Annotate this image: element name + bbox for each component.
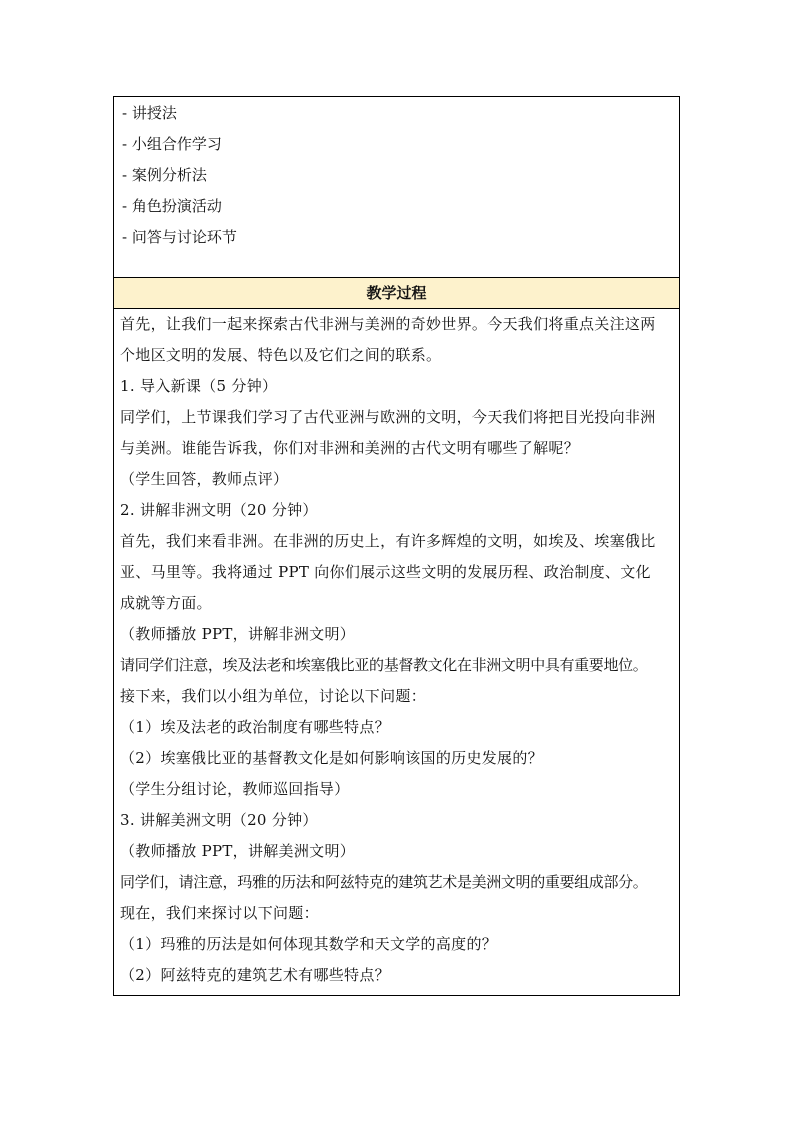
process-line: （教师播放 PPT，讲解美洲文明） bbox=[120, 842, 356, 860]
process-line: 个地区文明的发展、特色以及它们之间的联系。 bbox=[120, 346, 442, 364]
process-line: 同学们，上节课我们学习了古代亚洲与欧洲的文明，今天我们将把目光投向非洲 bbox=[120, 408, 656, 426]
process-line: 亚、马里等。我将通过 PPT 向你们展示这些文明的发展历程、政治制度、文化 bbox=[120, 563, 651, 581]
process-line: （教师播放 PPT，讲解非洲文明） bbox=[120, 625, 356, 643]
teaching-methods-cell bbox=[114, 97, 679, 278]
method-item: - 小组合作学习 bbox=[122, 135, 222, 153]
process-line: （2）阿兹特克的建筑艺术有哪些特点？ bbox=[120, 966, 390, 984]
method-item: - 角色扮演活动 bbox=[122, 197, 222, 215]
process-line: 3. 讲解美洲文明（20 分钟） bbox=[120, 811, 318, 829]
process-line: 首先，让我们一起来探索古代非洲与美洲的奇妙世界。今天我们将重点关注这两 bbox=[120, 315, 656, 333]
method-item: - 讲授法 bbox=[122, 104, 177, 122]
process-line: 请同学们注意，埃及法老和埃塞俄比亚的基督教文化在非洲文明中具有重要地位。 bbox=[120, 656, 648, 674]
process-line: 2. 讲解非洲文明（20 分钟） bbox=[120, 501, 318, 519]
process-line: （学生回答，教师点评） bbox=[120, 470, 289, 488]
process-line: 现在，我们来探讨以下问题： bbox=[120, 904, 319, 922]
section-header: 教学过程 bbox=[114, 278, 679, 309]
method-item: - 案例分析法 bbox=[122, 166, 207, 184]
process-line: 1. 导入新课（5 分钟） bbox=[120, 377, 278, 395]
process-line: 成就等方面。 bbox=[120, 594, 212, 612]
process-line: （1）埃及法老的政治制度有哪些特点？ bbox=[120, 718, 390, 736]
method-item: - 问答与讨论环节 bbox=[122, 228, 237, 246]
process-line: 首先，我们来看非洲。在非洲的历史上，有许多辉煌的文明，如埃及、埃塞俄比 bbox=[120, 532, 656, 550]
process-line: （1）玛雅的历法是如何体现其数学和天文学的高度的？ bbox=[120, 935, 498, 953]
lesson-plan-table bbox=[113, 96, 680, 996]
process-line: （学生分组讨论，教师巡回指导） bbox=[120, 780, 350, 798]
process-line: 接下来，我们以小组为单位，讨论以下问题： bbox=[120, 687, 427, 705]
process-line: 同学们，请注意，玛雅的历法和阿兹特克的建筑艺术是美洲文明的重要组成部分。 bbox=[120, 873, 648, 891]
teaching-process-cell bbox=[114, 309, 679, 995]
process-line: 与美洲。谁能告诉我，你们对非洲和美洲的古代文明有哪些了解呢？ bbox=[120, 439, 580, 457]
process-line: （2）埃塞俄比亚的基督教文化是如何影响该国的历史发展的？ bbox=[120, 749, 543, 767]
